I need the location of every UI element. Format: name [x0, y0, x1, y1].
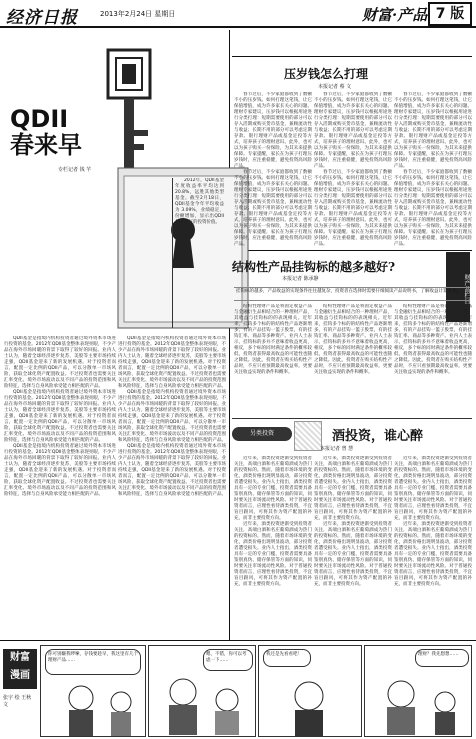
yasui-byline: 本报记者 蔡 文 — [318, 84, 352, 90]
qdii-body-text: QDII基金是指境内机构投资者通过境外资本市场进行投资的基金。2012年QDII基金整体表现亮眼，不少产品在海外市场回暖的背景下取得了较好的回报。业内人士认为，随着全球经济逐步复苏，美股等主要市场持续走强，QDII基金迎来了新的发展机遇。对于投资者而言，配置一定比例的QDII产品，可以分散单一市场风险，获取全球化资产配置收益。不过投资者也需要关注汇率变化、境外市场波动以及不同产品的投资范围和风险特征，选择与自身风险承受能力相匹配的产品。 — [4, 390, 116, 443]
qdii-body-text: QDII基金是指境内机构投资者通过境外资本市场进行投资的基金。2012年QDII基金整体表现亮眼，不少产品在海外市场回暖的背景下取得了较好的回报。业内人士认为，随着全球经济逐步复苏，美股等主要市场持续走强，QDII基金迎来了新的发展机遇。对于投资者而言，配置一定比例的QDII产品，可以分散单一市场风险，获取全球化资产配置收益。不过投资者也需要关注汇率变化、境外市场波动以及不同产品的投资范围和风险特征，选择与自身风险承受能力相匹配的产品。 — [118, 336, 226, 389]
comic-strip — [0, 640, 476, 739]
comic-label — [3, 649, 37, 689]
jiegou-byline: 本报记者 陈承静 — [282, 276, 319, 282]
jiu-body-column3 — [394, 456, 472, 636]
qdii-body-text: QDII基金是指境内机构投资者通过境外资本市场进行投资的基金。2012年QDII基金整体表现亮眼，不少产品在海外市场回暖的背景下取得了较好的回报。业内人士认为，随着全球经济逐步复苏，美股等主要市场持续走强，QDII基金迎来了新的发展机遇。对于投资者而言，配置一定比例的QDII产品，可以分散单一市场风险，获取全球化资产配置收益。不过投资者也需要关注汇率变化、境外市场波动以及不同产品的投资范围和风险特征，选择与自身风险承受能力相匹配的产品。 — [118, 444, 226, 497]
qdii-body-column2 — [118, 336, 226, 636]
yasui-body-text: 春节过后，不少家庭都收到了数额不小的压岁钱。如何打理这笔钱，让它保值增值，成为许多家长关心的问题。理财专家建议，压岁钱可以根据用途进行分类打理：短期需要使用的部分可以存入活期或购买货币基金，兼顾流动性与收益；长期不用的部分可以考虑定期存款、银行理财产品或基金定投等方式，培养孩子的理财意识。此外，也可以为孩子购买一份保险，为其未来提供保障。专家提醒，家长在为孩子打理压岁钱时，应注重稳健，避免投资高风险产品。 — [234, 92, 312, 169]
qdii-body-text: QDII基金是指境内机构投资者通过境外资本市场进行投资的基金。2012年QDII基金整体表现亮眼，不少产品在海外市场回暖的背景下取得了较好的回报。业内人士认为，随着全球经济逐步复苏，美股等主要市场持续走强，QDII基金迎来了新的发展机遇。对于投资者而言，配置一定比例的QDII产品，可以分散单一市场风险，获取全球化资产配置收益。不过投资者也需要关注汇率变化、境外市场波动以及不同产品的投资范围和风险特征，选择与自身风险承受能力相匹配的产品。 — [118, 390, 226, 443]
comic-panel — [364, 645, 472, 737]
jiegou-body-text: 结构性理财产品是将固定收益产品与金融衍生品相结合的一种理财产品，其收益与挂钩标的的表现相关。近年来，挂钩多个标的的结构性产品逐渐增多，有的产品挂钩一篮子股票，有的挂钩汇率、商品等多种资产。业内人士表示，挂钩标的多并不意味着收益更高，相反，多个标的同时满足条件的概率较低，投资者获得最高收益的可能性也随之降低。因此，投资者在购买结构性产品时，不应只看预期最高收益率，更要关注收益实现的条件和概率。 — [394, 304, 472, 375]
qdii-headline — [10, 106, 82, 158]
jiegou-body — [234, 304, 312, 416]
jiu-byline: 本报记者 曾 慧 — [320, 446, 354, 452]
yasui-body-text: 春节过后，不少家庭都收到了数额不小的压岁钱。如何打理这笔钱，让它保值增值，成为许多家长关心的问题。理财专家建议，压岁钱可以根据用途进行分类打理：短期需要使用的部分可以存入活期或购买货币基金，兼顾流动性与收益；长期不用的部分可以考虑定期存款、银行理财产品或基金定投等方式，培养孩子的理财意识。此外，也可以为孩子购买一份保险，为其未来提供保障。专家提醒，家长在为孩子打理压岁钱时，应注重稳健，避免投资高风险产品。 — [394, 92, 472, 169]
yasui-body-text: 春节过后，不少家庭都收到了数额不小的压岁钱。如何打理这笔钱，让它保值增值，成为许多家长关心的问题。理财专家建议，压岁钱可以根据用途进行分类打理：短期需要使用的部分可以存入活期或购买货币基金，兼顾流动性与收益；长期不用的部分可以考虑定期存款、银行理财产品或基金定投等方式，培养孩子的理财意识。此外，也可以为孩子购买一份保险，为其未来提供保障。专家提醒，家长在为孩子打理压岁钱时，应注重稳健，避免投资高风险产品。 — [394, 170, 472, 247]
comic-panel — [40, 645, 146, 737]
newspaper-logo: 经济日报 — [6, 8, 78, 28]
comic-credit: 张宇 绘 王秋 文 — [3, 695, 32, 708]
qdii-lede-text: 2012年，QDII基金年度收益率平均达到 20.8%，远胜其他类型基金。截至2月18日，QDII基金今年平均收益为 3.09%，业绩稳定，份额增加，显示出QDII基金良好的投资价值。 — [175, 178, 224, 225]
yasui-body-column3 — [394, 92, 472, 248]
issue-date: 2013年2月24日 星期日 — [100, 10, 176, 18]
speech-bubble: 你可别嫌我啰嗦，存钱要趁早，我这里有几个理财产品…… — [45, 649, 141, 675]
jiegou-body-column2 — [314, 304, 392, 416]
jiu-body — [234, 456, 312, 636]
jiegou-body-text: 结构性理财产品是将固定收益产品与金融衍生品相结合的一种理财产品，其收益与挂钩标的的表现相关。近年来，挂钩多个标的的结构性产品逐渐增多，有的产品挂钩一篮子股票，有的挂钩汇率、商品等多种资产。业内人士表示，挂钩标的多并不意味着收益更高，相反，多个标的同时满足条件的概率较低，投资者获得最高收益的可能性也随之降低。因此，投资者在购买结构性产品时，不应只看预期最高收益率，更要关注收益实现的条件和概率。 — [314, 304, 392, 375]
jiu-headline: 酒投资，谁心醉 — [332, 429, 424, 444]
column-stamp: 财产品栏目 — [446, 252, 470, 322]
comic-label-line2: 漫画 — [10, 670, 30, 681]
comic-panel — [148, 645, 256, 737]
section-name: 财富·产品 — [362, 6, 428, 24]
jiegou-body-text: 结构性理财产品是将固定收益产品与金融衍生品相结合的一种理财产品，其收益与挂钩标的的表现相关。近年来，挂钩多个标的的结构性产品逐渐增多，有的产品挂钩一篮子股票，有的挂钩汇率、商品等多种资产。业内人士表示，挂钩标的多并不意味着收益更高，相反，多个标的同时满足条件的概率较低，投资者获得最高收益的可能性也随之降低。因此，投资者在购买结构性产品时，不应只看预期最高收益率，更要关注收益实现的条件和概率。 — [234, 304, 312, 375]
qdii-headline-line1: QDII — [10, 105, 69, 133]
qdii-lede — [172, 178, 224, 328]
jiu-section-label: 另类投资 — [232, 427, 292, 441]
yasui-body-text: 春节过后，不少家庭都收到了数额不小的压岁钱。如何打理这笔钱，让它保值增值，成为许多家长关心的问题。理财专家建议，压岁钱可以根据用途进行分类打理：短期需要使用的部分可以存入活期或购买货币基金，兼顾流动性与收益；长期不用的部分可以考虑定期存款、银行理财产品或基金定投等方式，培养孩子的理财意识。此外，也可以为孩子购买一份保险，为其未来提供保障。专家提醒，家长在为孩子打理压岁钱时，应注重稳健，避免投资高风险产品。 — [314, 170, 392, 247]
jiu-body-text: 近年来，酒类投资逐渐受到投资者关注，高端白酒和名庄葡萄酒成为热门的投资标的。然而，随着市场环境的变化，酒类价格出现明显波动，部分投资者遭受损失。业内人士指出，酒类投资具有一定的专业门槛，投资者需要具备鉴别真伪、储存保管等方面的知识，同时要关注市场流动性风险。对于普通投资者而言，应理性看待酒类投资，不宜盲目跟风，可将其作为资产配置的补充，而非主要投资方向。 — [314, 456, 392, 521]
yasui-headline: 压岁钱怎么打理 — [284, 67, 369, 81]
page-number: 7 版 — [428, 2, 472, 26]
qdii-body-text: QDII基金是指境内机构投资者通过境外资本市场进行投资的基金。2012年QDII基金整体表现亮眼，不少产品在海外市场回暖的背景下取得了较好的回报。业内人士认为，随着全球经济逐步复苏，美股等主要市场持续走强，QDII基金迎来了新的发展机遇。对于投资者而言，配置一定比例的QDII产品，可以分散单一市场风险，获取全球化资产配置收益。不过投资者也需要关注汇率变化、境外市场波动以及不同产品的投资范围和风险特征，选择与自身风险承受能力相匹配的产品。 — [4, 444, 116, 497]
qdii-body — [4, 336, 116, 636]
comic-panel — [258, 645, 362, 737]
yasui-body-text: 春节过后，不少家庭都收到了数额不小的压岁钱。如何打理这笔钱，让它保值增值，成为许多家长关心的问题。理财专家建议，压岁钱可以根据用途进行分类打理：短期需要使用的部分可以存入活期或购买货币基金，兼顾流动性与收益；长期不用的部分可以考虑定期存款、银行理财产品或基金定投等方式，培养孩子的理财意识。此外，也可以为孩子购买一份保险，为其未来提供保障。专家提醒，家长在为孩子打理压岁钱时，应注重稳健，避免投资高风险产品。 — [314, 92, 392, 169]
yasui-body-text: 春节过后，不少家庭都收到了数额不小的压岁钱。如何打理这笔钱，让它保值增值，成为许多家长关心的问题。理财专家建议，压岁钱可以根据用途进行分类打理：短期需要使用的部分可以存入活期或购买货币基金，兼顾流动性与收益；长期不用的部分可以考虑定期存款、银行理财产品或基金定投等方式，培养孩子的理财意识。此外，也可以为孩子购买一份保险，为其未来提供保障。专家提醒，家长在为孩子打理压岁钱时，应注重稳健，避免投资高风险产品。 — [234, 170, 312, 247]
wine-image — [294, 421, 322, 451]
speech-bubble: 嗯，不错，你可以考虑一下…… — [203, 649, 253, 671]
jiegou-body-column3 — [394, 304, 472, 416]
speech-bubble: 理财？我先想想…… — [415, 649, 469, 667]
jiu-body-text: 近年来，酒类投资逐渐受到投资者关注，高端白酒和名庄葡萄酒成为热门的投资标的。然而，随着市场环境的变化，酒类价格出现明显波动，部分投资者遭受损失。业内人士指出，酒类投资具有一定的专业门槛，投资者需要具备鉴别真伪、储存保管等方面的知识，同时要关注市场流动性风险。对于普通投资者而言，应理性看待酒类投资，不宜盲目跟风，可将其作为资产配置的补充，而非主要投资方向。 — [234, 456, 312, 521]
section-divider — [232, 250, 472, 251]
yasui-body-column2 — [314, 92, 392, 248]
jiu-body-text: 近年来，酒类投资逐渐受到投资者关注，高端白酒和名庄葡萄酒成为热门的投资标的。然而，随着市场环境的变化，酒类价格出现明显波动，部分投资者遭受损失。业内人士指出，酒类投资具有一定的专业门槛，投资者需要具备鉴别真伪、储存保管等方面的知识，同时要关注市场流动性风险。对于普通投资者而言，应理性看待酒类投资，不宜盲目跟风，可将其作为资产配置的补充，而非主要投资方向。 — [394, 522, 472, 587]
qdii-body-text: QDII基金是指境内机构投资者通过境外资本市场进行投资的基金。2012年QDII基金整体表现亮眼，不少产品在海外市场回暖的背景下取得了较好的回报。业内人士认为，随着全球经济逐步复苏，美股等主要市场持续走强，QDII基金迎来了新的发展机遇。对于投资者而言，配置一定比例的QDII产品，可以分散单一市场风险，获取全球化资产配置收益。不过投资者也需要关注汇率变化、境外市场波动以及不同产品的投资范围和风险特征，选择与自身风险承受能力相匹配的产品。 — [4, 336, 116, 389]
section-divider — [232, 56, 472, 57]
jiegou-headline: 结构性产品挂钩标的越多越好? — [232, 260, 396, 274]
qdii-headline-line2: 春来早 — [10, 131, 82, 159]
yasui-body — [234, 92, 312, 248]
masthead — [0, 0, 476, 28]
speech-bubble: 我还是先看看吧！ — [263, 649, 311, 667]
jiu-body-text: 近年来，酒类投资逐渐受到投资者关注，高端白酒和名庄葡萄酒成为热门的投资标的。然而，随着市场环境的变化，酒类价格出现明显波动，部分投资者遭受损失。业内人士指出，酒类投资具有一定的专业门槛，投资者需要具备鉴别真伪、储存保管等方面的知识，同时要关注市场流动性风险。对于普通投资者而言，应理性看待酒类投资，不宜盲目跟风，可将其作为资产配置的补充，而非主要投资方向。 — [394, 456, 472, 521]
jiu-body-column2 — [314, 456, 392, 636]
comic-label-line1: 财富 — [10, 652, 30, 663]
qdii-byline: 专栏记者 钱 芊 — [58, 167, 92, 173]
jiu-body-text: 近年来，酒类投资逐渐受到投资者关注，高端白酒和名庄葡萄酒成为热门的投资标的。然而，随着市场环境的变化，酒类价格出现明显波动，部分投资者遭受损失。业内人士指出，酒类投资具有一定的专业门槛，投资者需要具备鉴别真伪、储存保管等方面的知识，同时要关注市场流动性风险。对于普通投资者而言，应理性看待酒类投资，不宜盲目跟风，可将其作为资产配置的补充，而非主要投资方向。 — [234, 522, 312, 587]
jiegou-intro: 挂钩标的越多，产品收益的实现条件往往越复杂，投资者在选择时需要仔细阅读产品说明书，了解收益计算方式。 — [234, 287, 470, 301]
jiu-body-text: 近年来，酒类投资逐渐受到投资者关注，高端白酒和名庄葡萄酒成为热门的投资标的。然而，随着市场环境的变化，酒类价格出现明显波动，部分投资者遭受损失。业内人士指出，酒类投资具有一定的专业门槛，投资者需要具备鉴别真伪、储存保管等方面的知识，同时要关注市场流动性风险。对于普通投资者而言，应理性看待酒类投资，不宜盲目跟风，可将其作为资产配置的补充，而非主要投资方向。 — [314, 522, 392, 587]
